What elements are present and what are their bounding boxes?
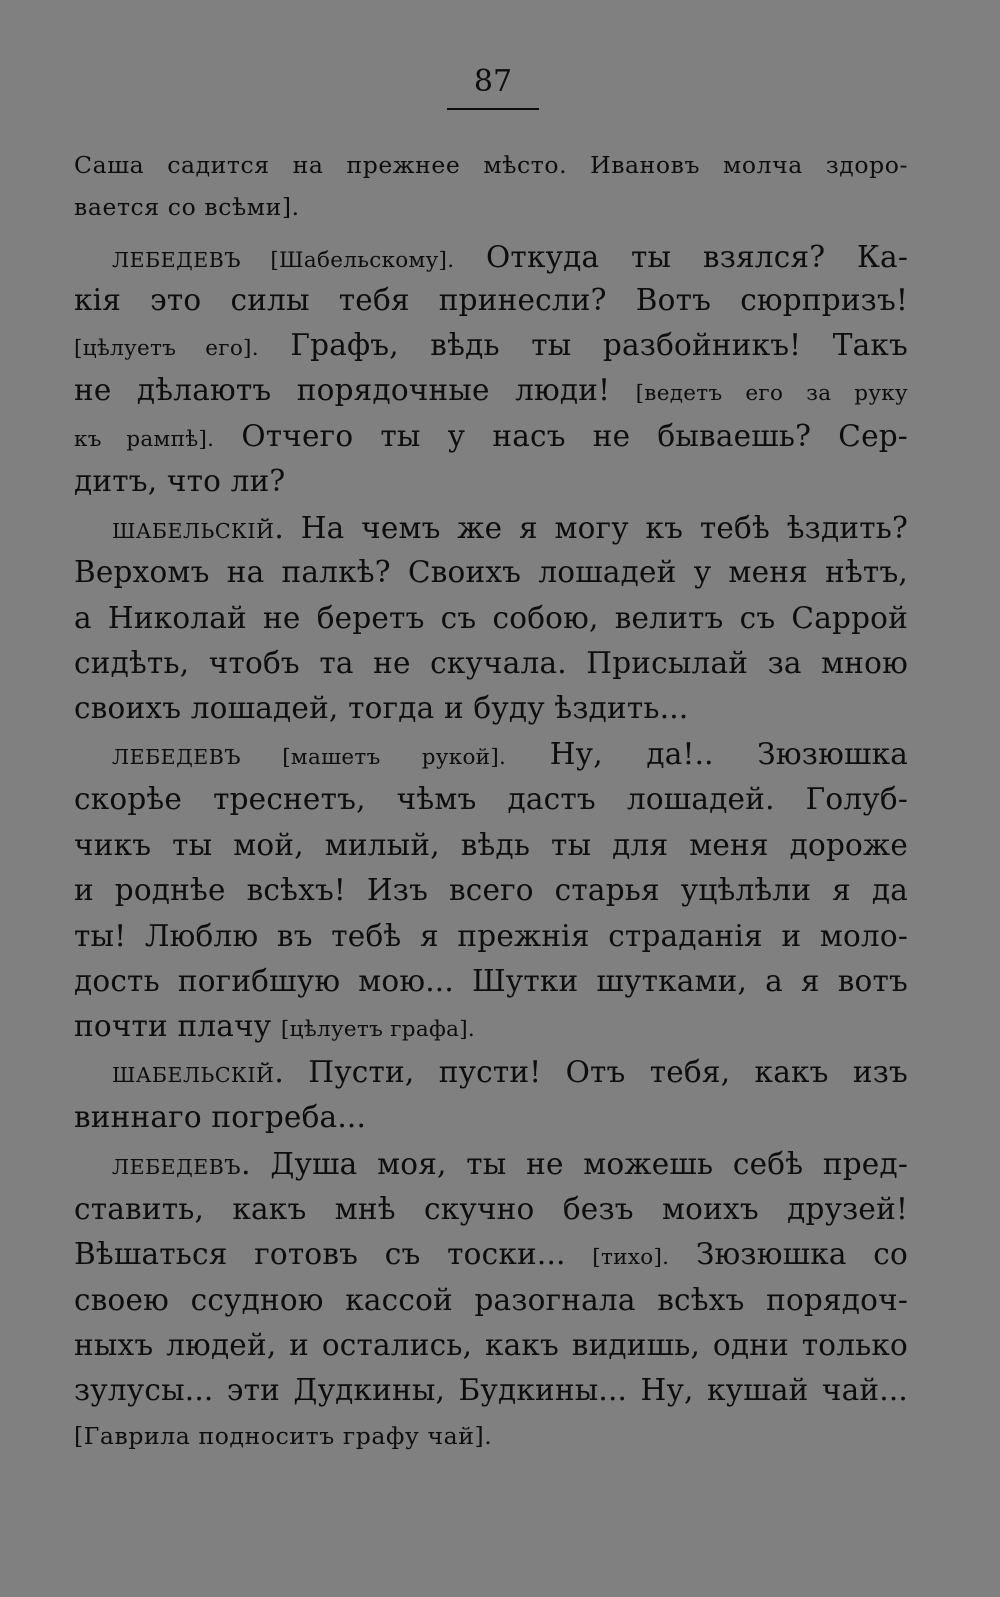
text-line <box>74 1370 908 1410</box>
dialogue-text: зулусы... эти Дудкины, Будкины... Ну, кушай чай... <box>74 1373 908 1407</box>
dialogue-text: сидѣть, чтобъ та не скучала. Присылай за мною <box>74 646 908 680</box>
text-line <box>74 145 908 185</box>
text-line <box>74 961 908 1001</box>
text-line <box>74 187 908 227</box>
dialogue-text: ставить, какъ мнѣ скучно безъ моихъ друзей! <box>74 1192 908 1226</box>
text-line <box>74 870 908 910</box>
text-line <box>74 688 908 728</box>
page-number: 87 <box>473 64 513 99</box>
text-line <box>74 325 908 369</box>
dialogue-text: ты! Люблю въ тебѣ я прежнія страданія и моло- <box>74 919 908 953</box>
dialogue-text: Ну, да!.. Зюзюшка <box>506 737 908 771</box>
stage-direction: вается со всѣми]. <box>74 193 300 221</box>
text-line <box>112 1144 908 1187</box>
stage-direction: [цѣлуетъ графа]. <box>280 1017 476 1042</box>
dialogue-text: скорѣе треснетъ, чѣмъ дастъ лошадей. Голуб- <box>74 782 908 816</box>
dialogue-text: кія это силы тебя принесли? Вотъ сюрпризъ! <box>74 283 908 317</box>
text-line <box>74 1234 908 1278</box>
text-line <box>74 598 908 638</box>
text-line <box>74 370 908 414</box>
dialogue-text: а Николай не беретъ съ собою, велитъ съ Саррой <box>74 601 908 635</box>
dialogue-text: и роднѣе всѣхъ! Изъ всего старья уцѣлѣли я да <box>74 873 908 907</box>
speaker-name: ЛЕБЕДЕВЪ <box>112 248 242 272</box>
dialogue-text: не дѣлаютъ порядочные люди! <box>74 373 636 407</box>
text-line <box>74 916 908 956</box>
stage-direction: [машетъ рукой]. <box>241 745 507 770</box>
dialogue-text: Графъ, вѣдь ты разбойникъ! Такъ <box>258 328 908 362</box>
dialogue-text: виннаго погреба... <box>74 1100 367 1134</box>
text-line <box>74 461 908 501</box>
text-line <box>74 416 908 460</box>
dialogue-text: Вѣшаться готовъ съ тоски... <box>74 1237 593 1271</box>
text-line <box>112 237 908 281</box>
dialogue-text: Откуда ты взялся? Ка- <box>454 240 908 274</box>
text-line <box>74 1189 908 1229</box>
dialogue-text: дитъ, что ли? <box>74 464 286 498</box>
stage-direction: [Гаврила подноситъ графу чай]. <box>74 1422 493 1450</box>
text-line <box>74 825 908 865</box>
text-line <box>74 280 908 320</box>
dialogue-text: Зюзюшка со <box>669 1237 908 1271</box>
stage-direction: къ рампѣ]. <box>74 427 215 452</box>
text-line <box>74 1006 908 1050</box>
text-line <box>74 779 908 819</box>
stage-direction: [Шабельскому]. <box>241 248 455 273</box>
dialogue-text: ныхъ людей, и остались, какъ видишь, одни только <box>74 1328 908 1362</box>
stage-direction: [цѣлуетъ его]. <box>74 336 259 361</box>
dialogue-text: Отчего ты у насъ не бываешь? Сер- <box>214 419 908 453</box>
text-line <box>112 508 908 551</box>
text-line <box>74 552 908 592</box>
dialogue-text: почти плачу <box>74 1009 281 1043</box>
speaker-name: ШАБЕЛЬСКІЙ <box>112 1063 275 1087</box>
text-line <box>74 1416 908 1456</box>
dialogue-text: Верхомъ на палкѣ? Своихъ лошадей у меня нѣтъ, <box>74 555 908 589</box>
stage-direction: Саша садится на прежнее мѣсто. Ивановъ молча здоро- <box>74 151 908 179</box>
dialogue-text: . На чемъ же я могу къ тебѣ ѣздить? <box>274 511 908 545</box>
speaker-name: ЛЕБЕДЕВЪ <box>112 745 242 769</box>
dialogue-text: своею ссудною кассой разогнала всѣхъ порядоч- <box>74 1283 908 1317</box>
dialogue-text: дость погибшую мою... Шутки шутками, а я вотъ <box>74 964 908 998</box>
text-line <box>74 1325 908 1365</box>
text-line <box>112 1052 908 1095</box>
text-line <box>74 1280 908 1320</box>
stage-direction: [тихо]. <box>592 1245 670 1270</box>
page-number-rule <box>447 108 539 110</box>
dialogue-text: . Душа моя, ты не можешь себѣ пред- <box>241 1147 908 1181</box>
text-line <box>74 643 908 683</box>
speaker-name: ЛЕБЕДЕВЪ <box>112 1155 242 1179</box>
dialogue-text: . Пусти, пусти! Отъ тебя, какъ изъ <box>274 1055 908 1089</box>
text-line <box>74 1097 908 1137</box>
stage-direction: [ведетъ его за руку <box>635 381 908 406</box>
dialogue-text: своихъ лошадей, тогда и буду ѣздить... <box>74 691 689 725</box>
text-line <box>112 734 908 778</box>
speaker-name: ШАБЕЛЬСКІЙ <box>112 519 275 543</box>
dialogue-text: чикъ ты мой, милый, вѣдь ты для меня дороже <box>74 828 908 862</box>
